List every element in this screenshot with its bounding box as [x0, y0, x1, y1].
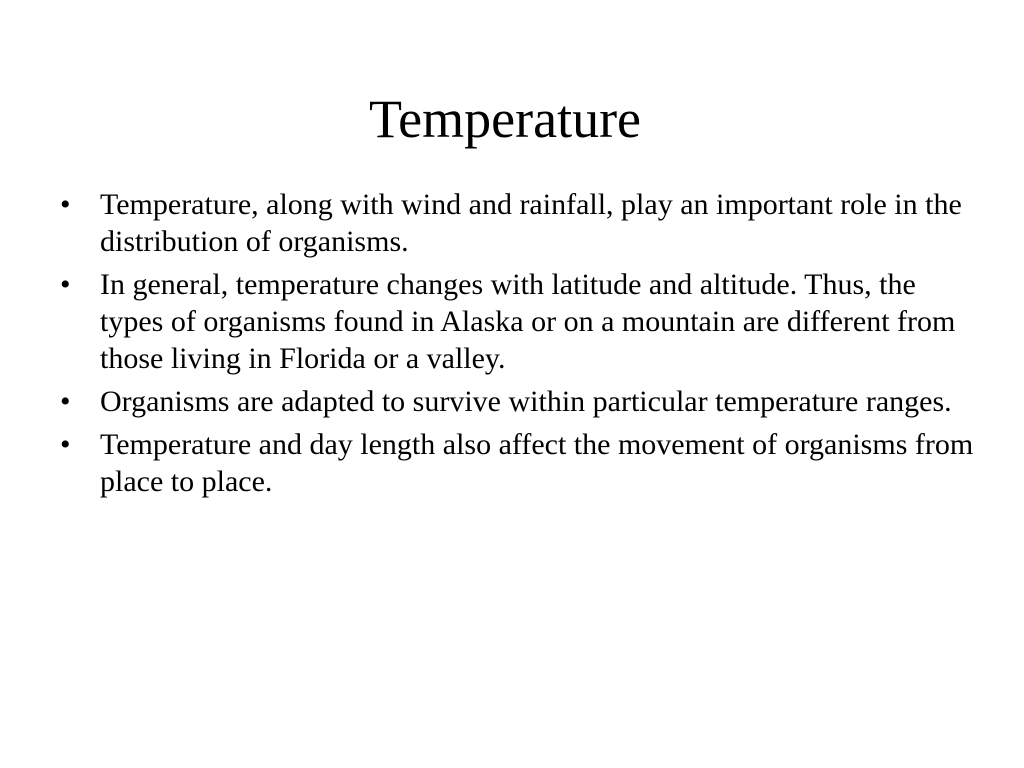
bullet-item [56, 383, 976, 420]
bullet-icon: • [60, 428, 71, 461]
slide-title: Temperature [368, 89, 642, 149]
bullet-text: Temperature, along with wind and rainfall, play an important role in the distribution of organisms. [100, 188, 962, 258]
bullet-item [56, 266, 976, 377]
bullet-text: Temperature and day length also affect the movement of organisms from place to place. [100, 428, 974, 498]
bullet-icon: • [60, 188, 71, 221]
bullet-icon: • [60, 268, 71, 301]
bullet-list [56, 186, 976, 506]
bullet-icon: • [60, 385, 71, 418]
bullet-item [56, 186, 976, 260]
bullet-item [56, 426, 976, 500]
bullet-text: In general, temperature changes with latitude and altitude. Thus, the types of organisms found in Alaska or on a mountain are different from those living in Florida or a valley. [100, 268, 956, 375]
bullet-text: Organisms are adapted to survive within particular temperature ranges. [100, 385, 952, 418]
